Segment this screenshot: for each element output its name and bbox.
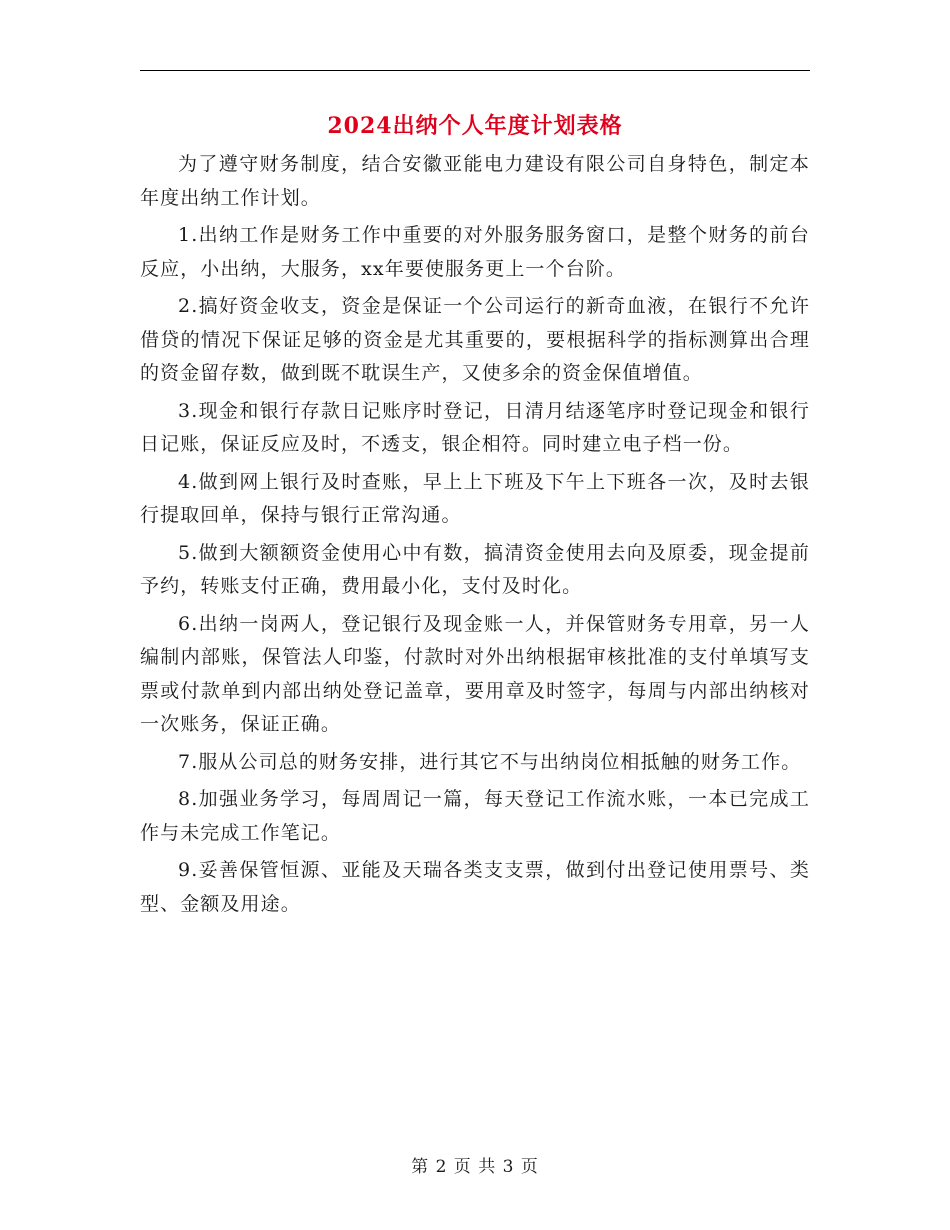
plan-item-7: 7.服从公司总的财务安排，进行其它不与出纳岗位相抵触的财务工作。 bbox=[178, 750, 802, 773]
header-rule bbox=[140, 70, 810, 71]
plan-item-8: 8.加强业务学习，每周周记一篇，每天登记工作流水账，一本已完成工作与未完成工作笔记。 bbox=[140, 788, 810, 844]
intro-paragraph: 为了遵守财务制度，结合安徽亚能电力建设有限公司自身特色，制定本年度出纳工作计划。 bbox=[140, 153, 810, 209]
plan-item-6: 6.出纳一岗两人，登记银行及现金账一人，并保管财务专用章，另一人编制内部账，保管法人印鉴，付款时对外出纳根据审核批准的支付单填写支票或付款单到内部出纳处登记盖章，要用章及时签字，每周与内部出纳核对一次账务，保证正确。 bbox=[140, 612, 810, 735]
plan-item-9: 9.妥善保管恒源、亚能及天瑞各类支支票，做到付出登记使用票号、类型、金额及用途。 bbox=[140, 859, 810, 915]
document-title: 2024出纳个人年度计划表格 bbox=[327, 113, 623, 139]
plan-item-3: 3.现金和银行存款日记账序时登记，日清月结逐笔序时登记现金和银行日记账，保证反应及时，不透支，银企相符。同时建立电子档一份。 bbox=[140, 399, 810, 455]
plan-item-2: 2.搞好资金收支，资金是保证一个公司运行的新奇血液，在银行不允许借贷的情况下保证足够的资金是尤其重要的，要根据科学的指标测算出合理的资金留存数，做到既不耽误生产，又使多余的资金保值增值。 bbox=[140, 295, 810, 384]
document-body bbox=[140, 148, 810, 925]
plan-item-5: 5.做到大额额资金使用心中有数，搞清资金使用去向及原委，现金提前予约，转账支付正确，费用最小化，支付及时化。 bbox=[140, 541, 810, 597]
plan-item-4: 4.做到网上银行及时查账，早上上下班及下午上下班各一次，及时去银行提取回单，保持与银行正常沟通。 bbox=[140, 470, 810, 526]
page-number-footer: 第 2 页 共 3 页 bbox=[411, 1157, 539, 1177]
plan-item-1: 1.出纳工作是财务工作中重要的对外服务服务窗口，是整个财务的前台反应，小出纳，大服务，xx年要使服务更上一个台阶。 bbox=[140, 224, 810, 280]
